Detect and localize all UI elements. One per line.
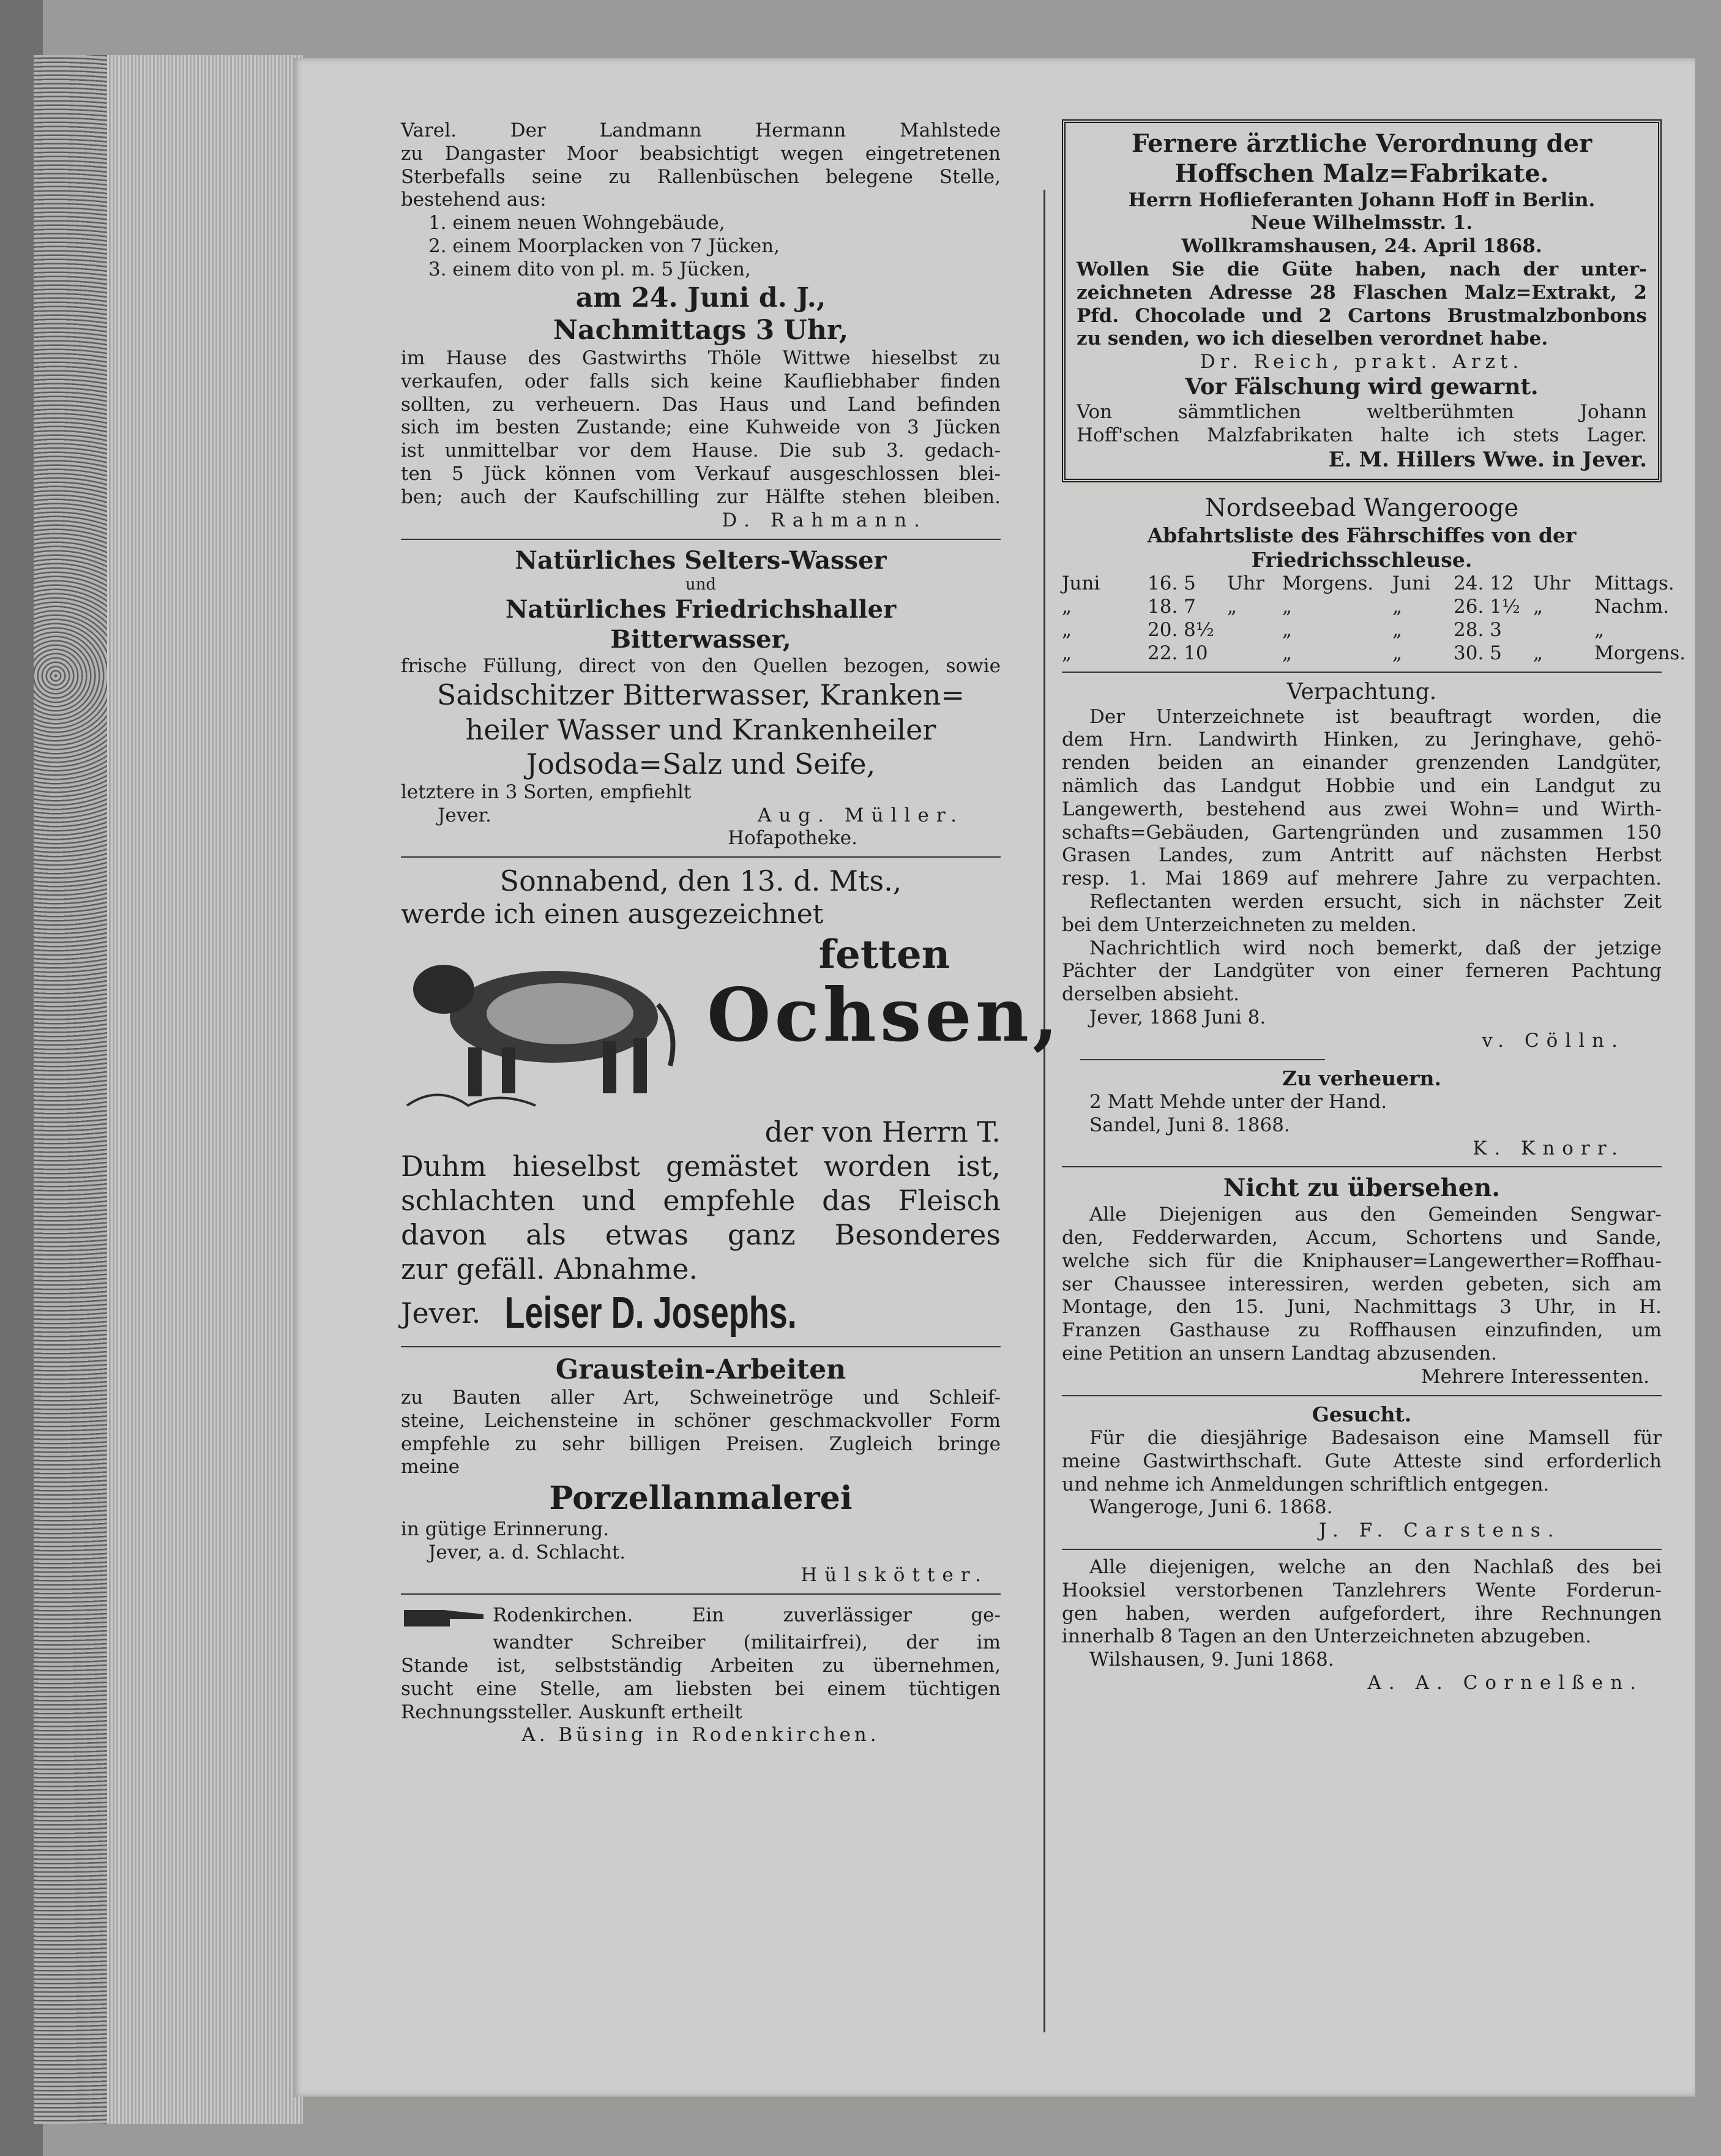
ad-title: Zu verheuern. [1282, 1066, 1441, 1090]
signature: Aug. Müller. [757, 804, 964, 826]
divider [401, 856, 1001, 858]
ad-hoff-malz [1062, 119, 1662, 482]
table-cell: 26. 1½ [1454, 596, 1520, 618]
signature: E. M. Hillers Wwe. in Jever. [1328, 447, 1647, 472]
text-line: werde ich einen ausgezeichnet [401, 899, 824, 930]
table-cell: „ [1282, 642, 1293, 664]
signature: K. Knorr. [1473, 1137, 1625, 1159]
ad-title: Verpachtung. [1286, 679, 1437, 705]
text-line: Nachrichtlich wird noch bemerkt, daß der jetzige [1089, 937, 1662, 959]
right-column [1062, 119, 1686, 1695]
book-spine [34, 55, 107, 2124]
ad-selters [401, 546, 1001, 851]
signature: Dr. Reich, prakt. Arzt. [1200, 351, 1524, 373]
date-line: Wangeroge, Juni 6. 1868. [1089, 1496, 1333, 1519]
text-line: schlachten und empfehle das Fleisch [401, 1184, 1001, 1218]
table-cell: 30. 5 [1454, 642, 1502, 664]
ad-graustein [401, 1353, 1001, 1587]
text-line: Grasen Landes, zum Antritt auf nächsten Herbst [1062, 844, 1662, 867]
table-cell: „ [1533, 596, 1544, 618]
list-item: 1. einem neuen Wohngebäude, [428, 212, 725, 234]
table-cell: 18. 7 [1148, 596, 1196, 618]
ad-title: Hoffschen Malz=Fabrikate. [1174, 159, 1549, 188]
text-line: Duhm hieselbst gemästet worden ist, [401, 1150, 1001, 1183]
place: Jever. [401, 1297, 481, 1330]
ad-subtitle: Abfahrtsliste des Fährschiffes von der [1147, 523, 1577, 547]
ad-title: Natürliches Friedrichshaller [505, 595, 897, 624]
table-cell: „ [1062, 642, 1072, 664]
text-line: ser Chaussee interessiren, werden gebeten, sich am [1062, 1273, 1662, 1295]
table-cell: 28. 3 [1454, 619, 1502, 642]
table-cell: Juni [1392, 572, 1431, 595]
date-line: Wilshausen, 9. Juni 1868. [1089, 1649, 1334, 1671]
page-stack-edge [107, 55, 303, 2124]
text-line: renden beiden an einander grenzenden Landgüter, [1062, 752, 1662, 774]
text-line: Wollkramshausen, 24. April 1868. [1181, 235, 1542, 258]
signature: v. Cölln. [1482, 1029, 1625, 1052]
text-line: zu Bauten aller Art, Schweinetröge und Schleif- [401, 1387, 1001, 1409]
table-cell: „ [1392, 596, 1403, 618]
text-line: Stande ist, selbstständig Arbeiten zu übernehmen, [401, 1654, 1001, 1677]
table-cell [1227, 619, 1282, 642]
text-line: Alle diejenigen, welche an den Nachlaß des bei [1089, 1556, 1662, 1579]
signature: Leiser D. Josephs. [504, 1288, 797, 1338]
ad-title: Sonnabend, den 13. d. Mts., [499, 864, 902, 898]
text-line: sucht eine Stelle, am liebsten bei einem tüchtigen [401, 1677, 1001, 1700]
text-line: ben; auch der Kaufschilling zur Hälfte stehen bleiben. [401, 485, 1001, 508]
text-line: schafts=Gebäuden, Gartengründen und zusammen 150 [1062, 821, 1662, 844]
pointing-hand-icon [401, 1601, 487, 1631]
column-divider [1043, 190, 1045, 2032]
ad-varel [401, 119, 1001, 533]
text-line: verkaufen, oder falls sich keine Kaufliebhaber finden [401, 370, 1001, 392]
text-line: empfehle zu sehr billigen Preisen. Zugleich bringe [401, 1432, 1001, 1455]
text-line: meine [401, 1456, 460, 1478]
text-line: eine Petition an unsern Landtag abzusenden. [1062, 1342, 1497, 1365]
divider [1062, 1395, 1662, 1396]
text-line: Der Unterzeichnete ist beauftragt worden, die [1089, 705, 1662, 728]
text-line: Herrn Hoflieferanten Johann Hoff in Berlin. [1128, 189, 1596, 211]
divider [1062, 1549, 1662, 1550]
divider [1062, 672, 1662, 673]
text-line: Alle Diejenigen aus den Gemeinden Sengwar- [1089, 1203, 1662, 1226]
ad-nachlass [1062, 1556, 1662, 1695]
divider [401, 1346, 1001, 1347]
text-line: und [685, 575, 717, 594]
ad-title: Fernere ärztliche Verordnung der [1131, 129, 1592, 158]
text-line: dem Hrn. Landwirth Hinken, zu Jeringhave, gehö- [1062, 728, 1662, 751]
ad-subtitle: Jodsoda=Salz und Seife, [526, 747, 876, 780]
table-cell: Nachm. [1594, 596, 1670, 618]
text-line: letztere in 3 Sorten, empfiehlt [401, 780, 692, 803]
list-item: 3. einem dito von pl. m. 5 Jücken, [428, 258, 751, 280]
text-line: resp. 1. Mai 1869 auf mehrere Jahre zu verpachten. [1062, 867, 1662, 890]
text-line: sollten, zu verheuern. Das Haus und Land befinden [401, 393, 1001, 416]
table-cell: 24. 12 [1454, 572, 1514, 595]
text-line: wandter Schreiber (militairfrei), der im [493, 1631, 1001, 1654]
table-cell: 16. 5 [1148, 572, 1196, 595]
divider [1080, 1059, 1325, 1060]
auction-time: Nachmittags 3 Uhr, [553, 315, 849, 346]
text-line: Für die diesjährige Badesaison eine Mamsell für [1089, 1426, 1662, 1449]
text-line: und nehme ich Anmeldungen schriftlich entgegen. [1062, 1473, 1550, 1495]
text-line: Franzen Gasthause zu Roffhausen einzufinden, um [1062, 1319, 1662, 1342]
table-cell: Juni [1062, 572, 1100, 595]
text-line: Neue Wilhelmsstr. 1. [1250, 212, 1473, 234]
ad-title: Gesucht. [1312, 1402, 1412, 1426]
ad-subtitle: Friedrichsschleuse. [1251, 548, 1473, 572]
table-cell: „ [1392, 642, 1403, 664]
text-line: der von Herrn T. [764, 1115, 1001, 1148]
ox-illustration [401, 931, 695, 1115]
table-cell [1533, 619, 1594, 642]
signature: Mehrere Interessenten. [1420, 1365, 1649, 1388]
text-line: zu Dangaster Moor beabsichtigt wegen eingetretenen [401, 142, 1001, 165]
ad-word-fetten: fetten [818, 932, 950, 978]
table-cell: „ [1282, 596, 1293, 618]
table-cell: Morgens. [1282, 572, 1374, 595]
text-line: Montage, den 15. Juni, Nachmittags 3 Uhr, in H. [1062, 1296, 1662, 1319]
ad-title: Porzellanmalerei [549, 1480, 853, 1518]
text-line: Hoff'schen Malzfabrikaten halte ich stets Lager. [1077, 424, 1647, 446]
text-line: Von sämmtlichen weltberühmten Johann [1077, 401, 1647, 423]
ad-ochsen [401, 864, 1062, 1340]
text-line: gen haben, werden aufgefordert, ihre Rechnungen [1062, 1602, 1662, 1625]
signature: J. F. Carstens. [1319, 1519, 1561, 1542]
text-line: Pächter der Landgüter von einer ferneren Pachtung [1062, 960, 1662, 983]
ad-title: Bitterwasser, [610, 624, 791, 654]
date-line: Jever, 1868 Juni 8. [1089, 1006, 1266, 1029]
warning-title: Vor Fälschung wird gewarnt. [1185, 374, 1539, 400]
text-line: Wollen Sie die Güte haben, nach der unter- [1077, 258, 1647, 281]
table-cell: 20. 8½ [1148, 619, 1214, 642]
text-line: ist unmittelbar vor dem Hause. Die sub 3. gedach- [401, 440, 1001, 462]
ad-subtitle: heiler Wasser und Krankenheiler [465, 713, 936, 746]
table-cell: „ [1227, 596, 1238, 618]
text-line: 2 Matt Mehde unter der Hand. [1089, 1090, 1387, 1113]
text-line: derselben absieht. [1062, 983, 1239, 1006]
ad-title: Nicht zu übersehen. [1223, 1173, 1501, 1203]
text-line: in gütige Erinnerung. [401, 1518, 610, 1540]
text-line: Hooksiel verstorbenen Tanzlehrers Wente Forderun- [1062, 1579, 1662, 1601]
ferry-schedule-table [1062, 572, 1686, 665]
ad-gesucht [1062, 1402, 1662, 1543]
text-line: Sandel, Juni 8. 1868. [1089, 1114, 1290, 1136]
ad-title: Graustein-Arbeiten [555, 1354, 846, 1386]
signature: Hülskötter. [801, 1564, 988, 1587]
table-cell: Morgens. [1594, 642, 1686, 664]
text-line: Sterbefalls seine zu Rallenbüschen belegene Stelle, [401, 165, 1001, 188]
table-cell: „ [1594, 619, 1605, 642]
table-cell: 22. 10 [1148, 642, 1208, 664]
text-line: zu senden, wo ich dieselben verordnet habe. [1077, 328, 1548, 350]
text-line: bei dem Unterzeichneten zu melden. [1062, 913, 1417, 936]
text-line: nämlich das Landgut Hobbie und ein Landgut zu [1062, 774, 1662, 797]
divider [1062, 1166, 1662, 1167]
text-line: sich im besten Zustande; eine Kuhweide von 3 Jücken [401, 416, 1001, 439]
ad-word-ochsen: Ochsen, [707, 972, 1062, 1059]
table-cell: „ [1392, 619, 1403, 642]
table-cell: Uhr [1227, 572, 1264, 595]
text-line: steine, Leichensteine in schöner geschmackvoller Form [401, 1409, 1001, 1432]
divider [401, 539, 1001, 540]
text-line: meine Gastwirthschaft. Gute Atteste sind erforderlich [1062, 1450, 1662, 1472]
text-line: Rodenkirchen. Ein zuverlässiger ge- [493, 1604, 1001, 1626]
text-line: den, Fedderwarden, Accum, Schortens und Sande, [1062, 1227, 1662, 1249]
table-cell [1227, 642, 1282, 665]
ad-verpachtung [1062, 679, 1662, 1053]
text-line: Reflectanten werden ersucht, sich in nächster Zeit [1089, 891, 1662, 913]
ad-nicht-zu-uebersehen [1062, 1173, 1662, 1388]
ad-zu-verheuern [1062, 1066, 1662, 1161]
text-line: Pfd. Chocolade und 2 Cartons Brustmalzbonbons [1077, 304, 1647, 327]
place: Jever. [438, 804, 491, 826]
list-item: 2. einem Moorplacken von 7 Jücken, [428, 235, 780, 258]
text-line: davon als etwas ganz Besonderes [401, 1218, 1001, 1252]
table-cell: „ [1062, 596, 1072, 618]
ad-title: Nordseebad Wangerooge [1204, 494, 1519, 523]
text-line: welche sich für die Kniphauser=Langewerther=Roffhau- [1062, 1249, 1662, 1272]
text-line: im Hause des Gastwirths Thöle Wittwe hieselbst zu [401, 347, 1001, 370]
text-line: frische Füllung, direct von den Quellen bezogen, sowie [401, 654, 1001, 677]
table-cell: Uhr [1533, 572, 1570, 595]
text-line: zur gefäll. Abnahme. [401, 1252, 698, 1286]
signature: A. A. Cornelßen. [1367, 1672, 1643, 1694]
divider [401, 1593, 1001, 1595]
text-line: bestehend aus: [401, 189, 547, 211]
signature-title: Hofapotheke. [728, 827, 857, 850]
table-cell: „ [1533, 642, 1544, 664]
signature: A. Büsing in Rodenkirchen. [521, 1724, 880, 1746]
auction-date: am 24. Juni d. J., [575, 282, 826, 313]
table-cell: Mittags. [1594, 572, 1674, 595]
left-column [401, 119, 1062, 1747]
signature: D. Rahmann. [722, 509, 927, 531]
table-cell: „ [1062, 619, 1072, 642]
ad-subtitle: Saidschitzer Bitterwasser, Kranken= [436, 678, 965, 712]
text-line: innerhalb 8 Tagen an den Unterzeichneten abzugeben. [1062, 1625, 1592, 1648]
text-line: ten 5 Jück können vom Verkauf ausgeschlossen blei- [401, 463, 1001, 485]
text-line: Varel. Der Landmann Hermann Mahlstede [401, 119, 1001, 141]
text-line: Rechnungssteller. Auskunft ertheilt [401, 1701, 742, 1723]
table-cell: „ [1282, 619, 1293, 642]
place: Jever, a. d. Schlacht. [428, 1541, 626, 1563]
text-line: Langewerth, bestehend aus zwei Wohn= und Wirth- [1062, 798, 1662, 820]
ad-title: Natürliches Selters-Wasser [515, 545, 887, 575]
ad-rodenkirchen [401, 1601, 1001, 1747]
ad-wangerooge [1062, 493, 1686, 665]
text-line: zeichneten Adresse 28 Flaschen Malz=Extrakt, 2 [1077, 281, 1647, 304]
